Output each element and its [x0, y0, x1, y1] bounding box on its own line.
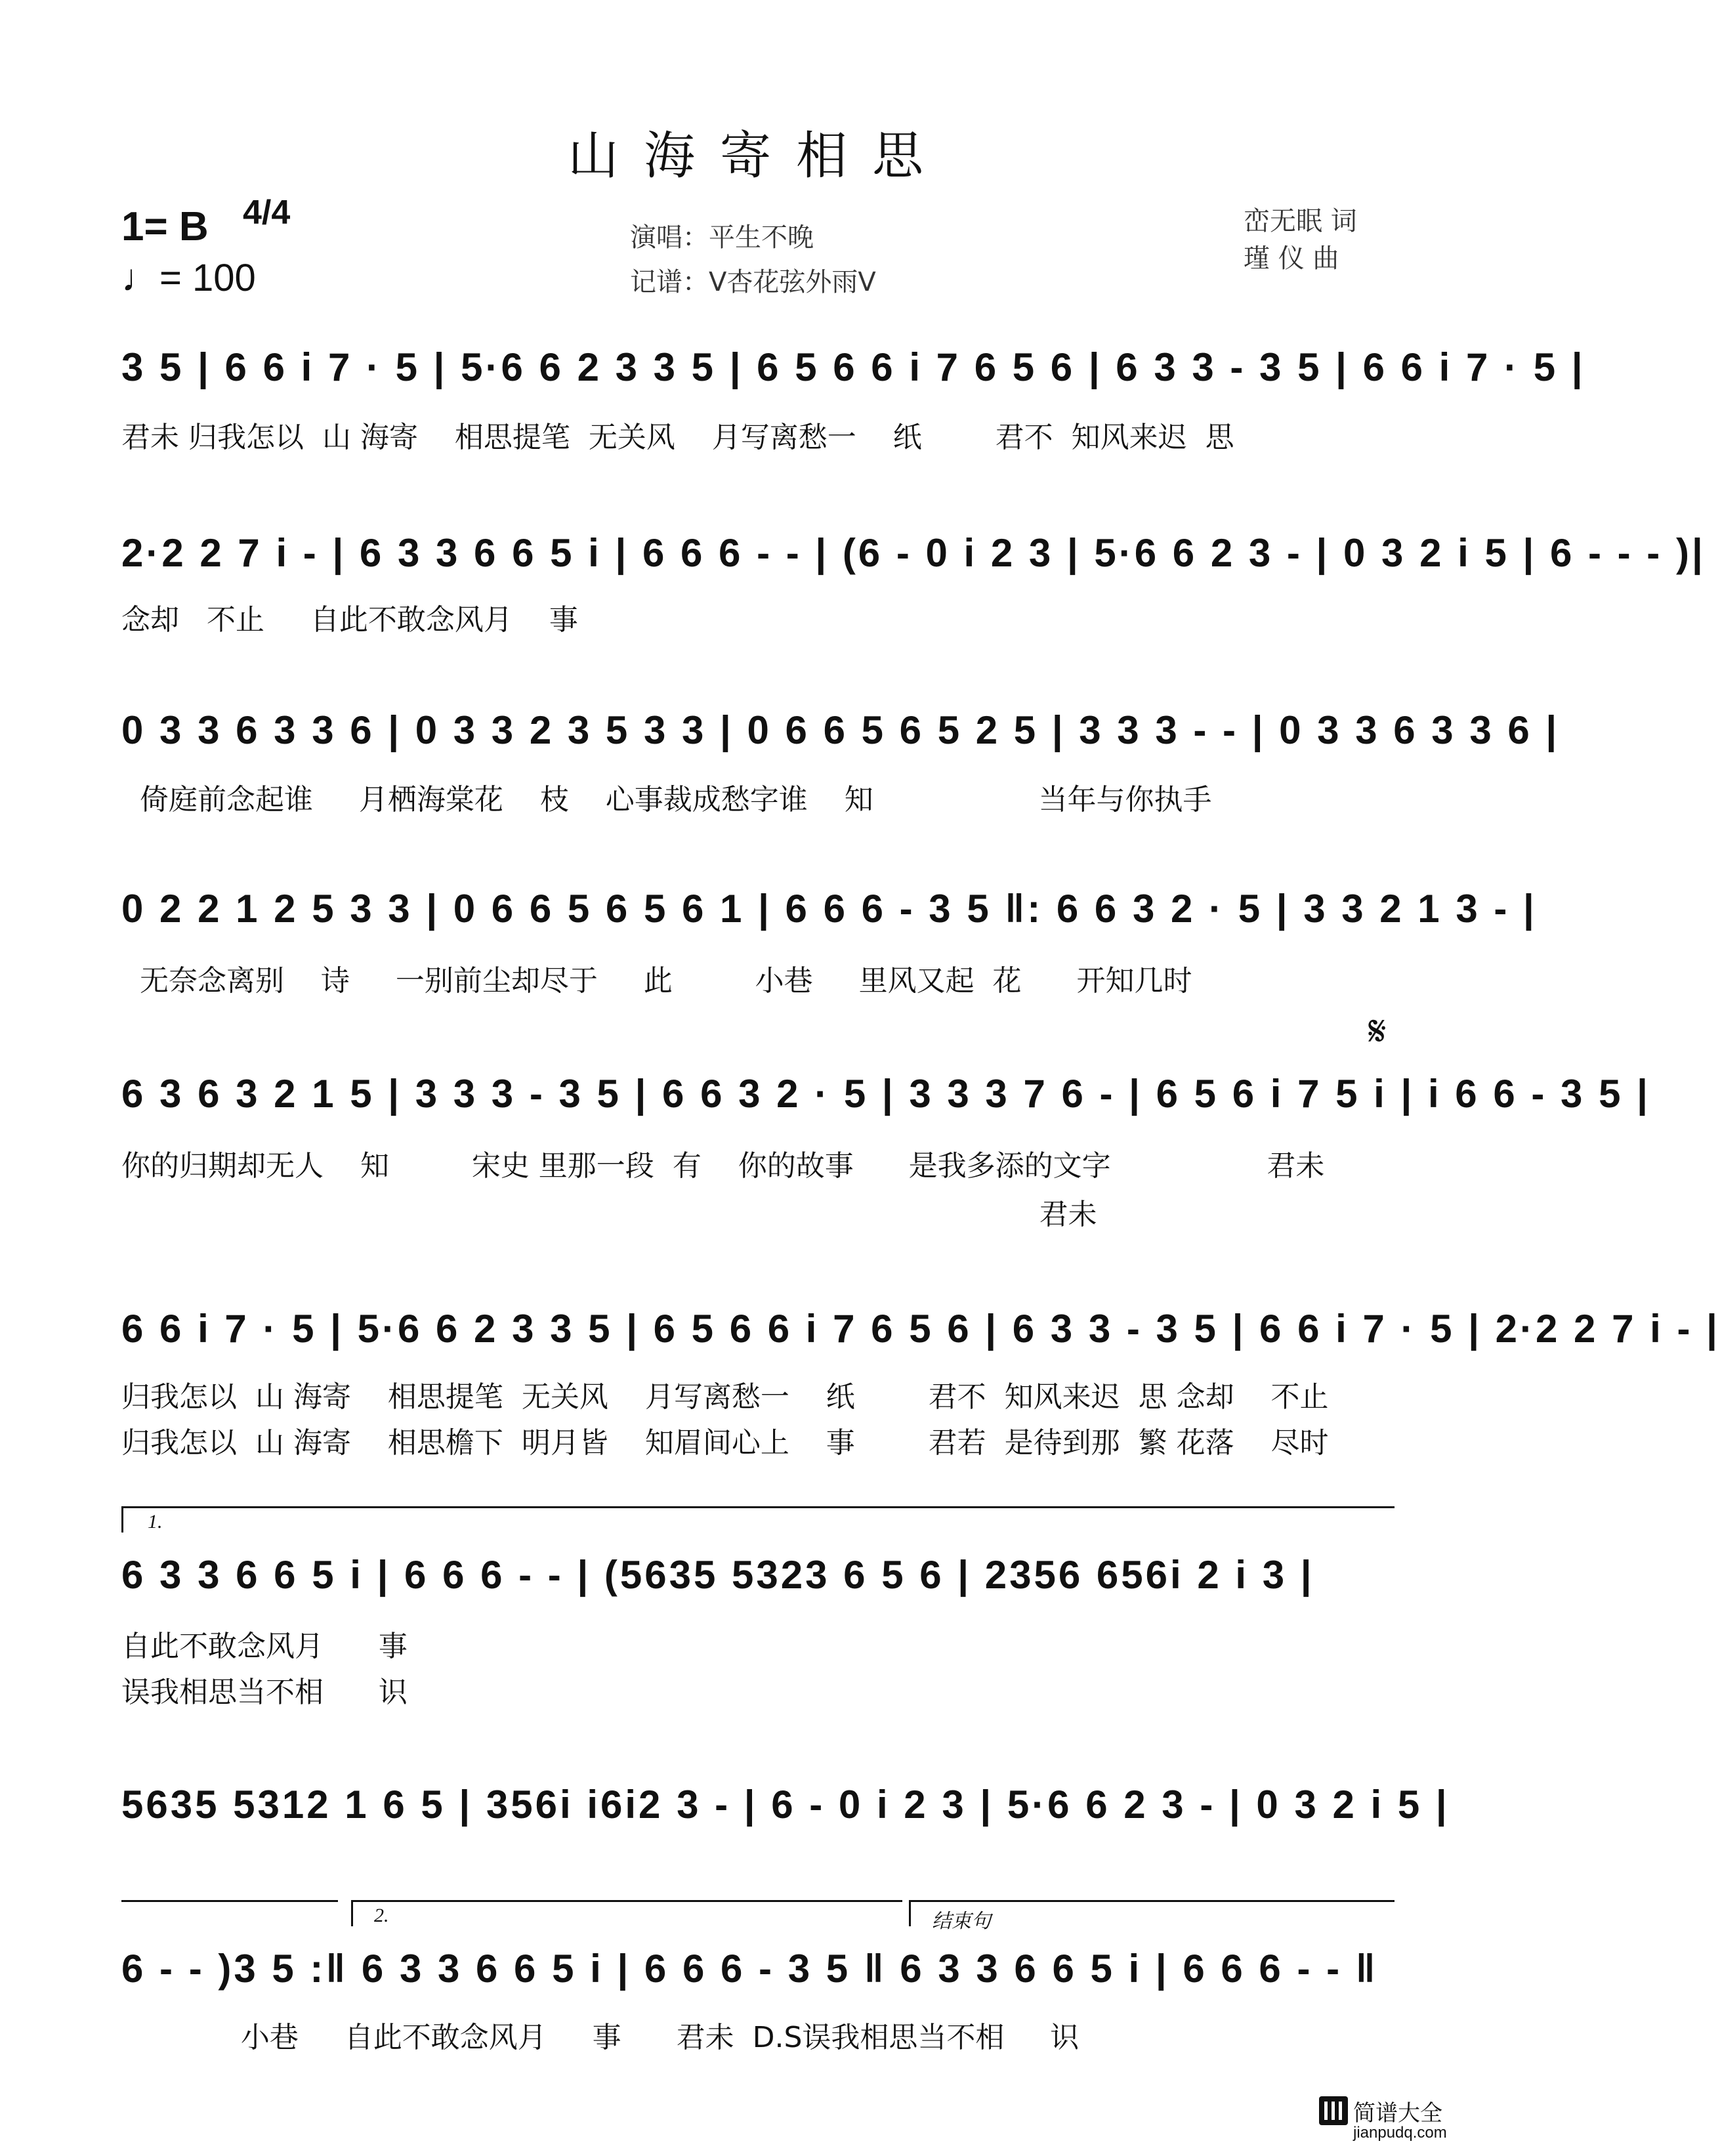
lyric-row-1: 君未 归我怎以 山 海寄 相思提笔 无关风 月写离愁一 纸 君不 知风来迟 思 — [121, 421, 1234, 454]
transcriber-credit: 记谱：V杏花弦外雨V — [630, 267, 876, 297]
lyric-row-5a: 你的归期却无人 知 宋史 里那一段 有 你的故事 是我多添的文字 君未 — [121, 1149, 1325, 1183]
key-signature: 1= B — [121, 204, 209, 249]
segno-sign: 𝄋 — [1368, 1007, 1387, 1056]
composer-credit: 瑾 仪 曲 — [1244, 243, 1339, 274]
lyric-row-2: 念却 不止 自此不敢念风月 事 — [121, 603, 578, 637]
lyric-row-6b: 归我怎以 山 海寄 相思檐下 明月皆 知眉间心上 事 君若 是待到那 繁 花落 尽时 — [121, 1426, 1329, 1460]
notation-row-1: 3 5 | 6 6 i 7 · 5 | 5·6 6 2 3 3 5 | 6 5 6 6 i 7 6 5 6 | 6 3 3 - 3 5 | 6 6 i 7 · 5 | — [121, 345, 1585, 389]
time-signature — [243, 194, 291, 232]
watermark-brand: 简谱大全 — [1353, 2100, 1442, 2126]
notation-row-6: 6 6 i 7 · 5 | 5·6 6 2 3 3 5 | 6 5 6 6 i 7 6 5 6 | 6 3 3 - 3 5 | 6 6 i 7 · 5 | 2·2 2 7 i - | — [121, 1307, 1720, 1351]
lyric-row-5b: 君未 — [121, 1198, 1097, 1231]
watermark — [1319, 2094, 1496, 2146]
volta-1-hook — [121, 1506, 123, 1532]
time-signature-value: 4/4 — [243, 194, 291, 232]
notation-row-3: 0 3 3 6 3 3 6 | 0 3 3 2 3 5 3 3 | 0 6 6 5 6 5 2 5 | 3 3 3 - - | 0 3 3 6 3 3 6 | — [121, 708, 1560, 752]
volta-2-hook — [351, 1900, 353, 1926]
ending-label: 结束句 — [932, 1911, 991, 1932]
tempo-marking: ♩= 100 — [121, 257, 256, 299]
notation-row-4: 0 2 2 1 2 5 3 3 | 0 6 6 5 6 5 6 1 | 6 6 6 - 3 5 ‖: 6 6 3 2 · 5 | 3 3 2 1 3 - | — [121, 887, 1537, 931]
volta-1-bracket — [121, 1506, 1395, 1508]
volta-2-bracket — [351, 1900, 902, 1902]
notation-row-9: 6 - - )3 5 :‖ 6 3 3 6 6 5 i | 6 6 6 - 3 5 ‖ 6 3 3 6 6 5 i | 6 6 6 - - ‖ — [121, 1947, 1378, 1991]
lyric-row-4: 无奈念离别 诗 一别前尘却尽于 此 小巷 里风又起 花 开知几时 — [121, 964, 1192, 998]
notation-row-8: 5635 5312 1 6 5 | 356i i6i2 3 - | 6 - 0 i 2 3 | 5·6 6 2 3 - | 0 3 2 i 5 | — [121, 1783, 1450, 1827]
notation-row-2: 2·2 2 7 i - | 6 3 3 6 6 5 i | 6 6 6 - - | (6 - 0 i 2 3 | 5·6 6 2 3 - | 0 3 2 i 5 | 6 - - - )| — [121, 531, 1706, 575]
lyric-row-7b: 误我相思当不相 识 — [121, 1676, 408, 1709]
lyricist-credit: 峦无眠 词 — [1244, 206, 1357, 236]
lyric-row-3: 倚庭前念起谁 月栖海棠花 枝 心事裁成愁字谁 知 当年与你执手 — [121, 783, 1212, 816]
ending-bracket — [909, 1900, 1395, 1902]
notation-row-7: 6 3 3 6 6 5 i | 6 6 6 - - | (5635 5323 6 5 6 | 2356 656i 2 i 3 | — [121, 1553, 1314, 1597]
watermark-url: jianpudq.com — [1353, 2124, 1447, 2142]
volta-1-label: 1. — [148, 1511, 163, 1532]
volta-2-label: 2. — [374, 1905, 389, 1926]
notation-row-5: 6 3 6 3 2 1 5 | 3 3 3 - 3 5 | 6 6 3 2 · 5 | 3 3 3 7 6 - | 6 5 6 i 7 5 i | i 6 6 - 3 5 | — [121, 1072, 1650, 1116]
piano-logo-icon — [1319, 2096, 1348, 2125]
lyric-row-6a: 归我怎以 山 海寄 相思提笔 无关风 月写离愁一 纸 君不 知风来迟 思 念却 不止 — [121, 1380, 1329, 1414]
lyric-row-7a: 自此不敢念风月 事 — [121, 1630, 408, 1663]
ending-hook — [909, 1900, 911, 1926]
repeat-bracket-left — [121, 1900, 338, 1902]
song-title: 山海寄相思 — [567, 127, 948, 186]
lyric-row-9: 小巷 自此不敢念风月 事 君未 D.S误我相思当不相 识 — [121, 2021, 1080, 2054]
singer-credit: 演唱：平生不晚 — [630, 222, 814, 253]
